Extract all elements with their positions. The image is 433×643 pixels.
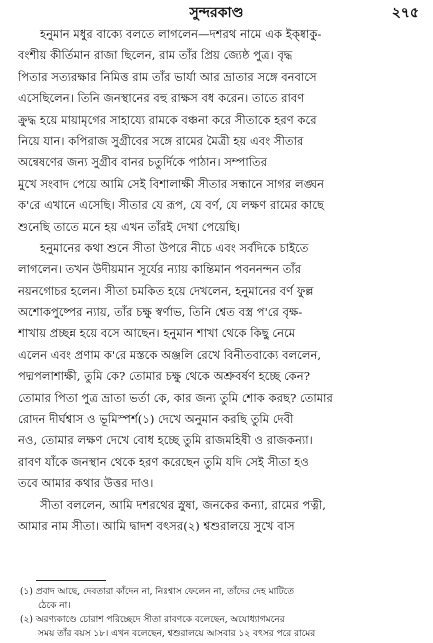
page-number: ২৭৫	[391, 5, 419, 21]
text-line: শাখায় প্রচ্ছন্ন হয়ে বসে আছেন। হনুমান শাখা থেকে কিছু নেমে	[18, 326, 296, 341]
text-line: তবে আমার কথার উত্তর দাও।	[18, 476, 154, 491]
text-line: নয়নগোচর হলেন। সীতা চমকিত হয়ে দেখলেন, হনুমানের বর্ণ ফুল্ল	[18, 283, 314, 298]
footnote-line: (২) অরণ্যকাণ্ডে চোরাশ পরিচ্ছেদে সীতা রাবণকে বলেছেন, অযোধ্যাগমনের	[20, 615, 285, 625]
text-line: তোমার পিতা পুত্র ভ্রাতা ভর্তা কে, কার জন্য তুমি শোক করছ? তোমার	[18, 390, 333, 405]
text-line: নও, তোমার লক্ষণ দেখে বোধ হচ্ছে তুমি রাজমহিষী ও রাজকন্যা।	[18, 433, 313, 448]
text-line: বংশীয় কীর্তিমান রাজা ছিলেন, রাম তাঁর প্রিয় জ্যেষ্ঠ পুত্র। বৃদ্ধ	[18, 48, 293, 63]
text-line: রোদন দীর্ঘশ্বাস ও ভূমিস্পর্শ(১) দেখে অনুমান করছি তুমি দেবী	[18, 412, 294, 427]
text-line: নিয়ে যান। কপিরাজ সুগ্রীবের সঙ্গে রামের মৈত্রী হয় এবং সীতার	[18, 133, 304, 148]
text-line: এলেন এবং প্রণাম ক'রে মস্তকে অঞ্জলি রেখে বিনীতবাক্যে বললেন,	[18, 347, 322, 362]
text-line: এসেছিলেন। তিনি জনস্থানের বহু রাক্ষস বধ করেন। তাতে রাবণ	[18, 91, 305, 106]
footnote-line: ঠেকে না।	[38, 601, 71, 611]
text-line: পিতার সত্যরক্ষার নিমিত্ত রাম তাঁর ভার্যা আর ভ্রাতার সঙ্গে বনবাসে	[18, 69, 317, 84]
text-line: ক্রুদ্ধ হয়ে মায়ামৃগের সাহায্যে রামকে বঞ্চনা করে সীতাকে হরণ করে	[18, 112, 317, 127]
text-line: রাবণ যাঁকে জনস্থান থেকে হরণ করেছেন তুমি যদি সেই সীতা হও	[18, 454, 309, 469]
footnote-divider	[36, 580, 106, 581]
text-line: শুনেছি তাতে মনে হয় এখন তাঁরই দেখা পেয়েছি।	[18, 219, 241, 234]
text-line: আমার নাম সীতা। আমি দ্বাদশ বৎসর(২) শ্বশুরালয়ে সুখে বাস	[18, 518, 295, 533]
text-line: সীতা বললেন, আমি দশরথের স্নুষা, জনকের কন্যা, রামের পত্নী,	[40, 497, 326, 512]
footnotes	[20, 585, 422, 641]
text-line: ক'রে এখানে এসেছি। সীতার যে রূপ, যে বর্ণ, যে লক্ষণ রামের কাছে	[18, 198, 325, 213]
running-head	[0, 2, 433, 24]
text-line: হনুমান মধুর বাক্যে বলতে লাগলেন—দশরথ নামে এক ইক্ষ্বাকু-	[40, 27, 322, 41]
text-line: পদ্মপলাশাক্ষী, তুমি কে? তোমার চক্ষু থেকে অশ্রুবর্ষণ হচ্ছে কেন?	[18, 369, 310, 384]
body-text	[18, 24, 422, 537]
footnote-line: সময় তাঁর বয়স ১৮। এখন বলেছেন, শ্বশুরালয়ে আসবার ১২ বৎসর পরে রামের	[38, 629, 316, 639]
text-line: হনুমানের কথা শুনে সীতা উপরে নীচে এবং সর্বদিকে চাইতে	[40, 240, 309, 255]
text-line: লাগলেন। তখন উদীয়মান সূর্যের ন্যায় কান্তিমান পবননন্দন তাঁর	[18, 262, 302, 277]
running-title: সুন্দরকাণ্ড	[189, 5, 244, 21]
footnote-line: (১) প্রবাদ আছে, দেবতারা কাঁদেন না, নিঃশ্বাস ফেলেন না, তাঁদের দেহ মাটিতে	[20, 587, 295, 597]
text-line: মুখে সংবাদ পেয়ে আমি সেই বিশালাক্ষী সীতার সন্ধানে সাগর লঙ্ঘন	[18, 176, 325, 191]
text-line: অন্বেষণের জন্য সুগ্রীব বানর চতুর্দিকে পাঠান। সম্পাতির	[18, 155, 268, 170]
text-line: অশোকপুষ্পের ন্যায়, তাঁর চক্ষু স্বর্ণাভ, তিনি শ্বেত বস্ত্র প'রে বৃক্ষ-	[18, 305, 303, 320]
